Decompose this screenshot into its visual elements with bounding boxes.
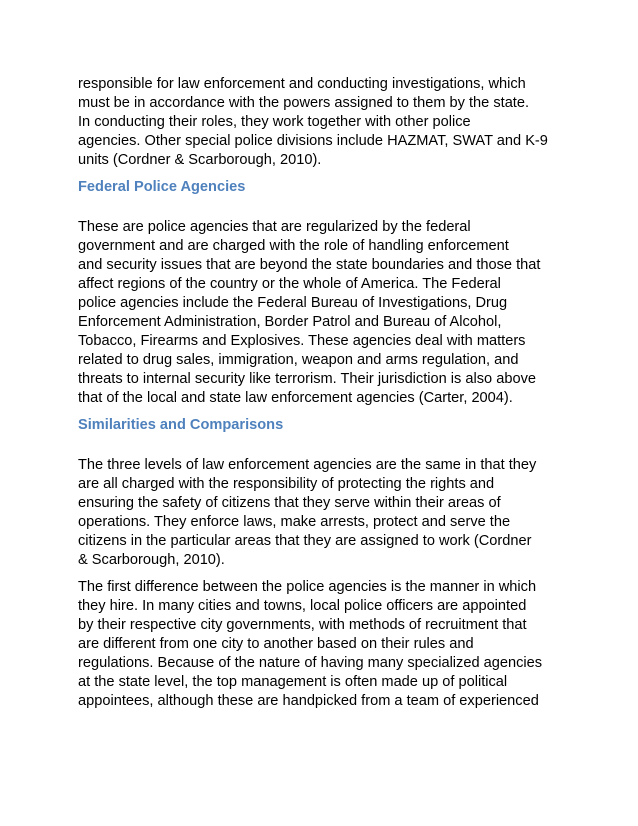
text-line: ensuring the safety of citizens that they serve within their areas of [78,495,501,511]
text-line: These are police agencies that are regularized by the federal [78,219,471,235]
paragraph-similarities [78,456,568,570]
text-line: must be in accordance with the powers assigned to them by the state. [78,95,530,111]
text-line: government and are charged with the role of handling enforcement [78,238,509,254]
text-line: police agencies include the Federal Bureau of Investigations, Drug [78,295,508,311]
text-line: Tobacco, Firearms and Explosives. These agencies deal with matters [78,333,526,349]
text-line: regulations. Because of the nature of having many specialized agencies [78,655,543,671]
text-line: appointees, although these are handpicked from a team of experienced [78,693,539,709]
document-page [78,75,568,711]
text-line: are all charged with the responsibility of protecting the rights and [78,476,495,492]
text-line: agencies. Other special police divisions include HAZMAT, SWAT and K-9 [78,133,548,149]
text-line: and security issues that are beyond the state boundaries and those that [78,257,541,273]
heading-similarities-and-comparisons: Similarities and Comparisons [78,417,284,433]
paragraph-federal-agencies [78,218,568,408]
text-line: related to drug sales, immigration, weapon and arms regulation, and [78,352,519,368]
text-line: threats to internal security like terrorism. Their jurisdiction is also above [78,371,536,387]
text-line: The first difference between the police agencies is the manner in which [78,579,537,595]
paragraph-differences [78,578,568,711]
text-line: units (Cordner & Scarborough, 2010). [78,152,322,168]
text-line: affect regions of the country or the whole of America. The Federal [78,276,501,292]
text-line: by their respective city governments, with methods of recruitment that [78,617,527,633]
text-line: In conducting their roles, they work together with other police [78,114,471,130]
text-line: & Scarborough, 2010). [78,552,225,568]
text-line: that of the local and state law enforcement agencies (Carter, 2004). [78,390,513,406]
paragraph-state-police-continued [78,75,568,170]
text-line: they hire. In many cities and towns, local police officers are appointed [78,598,527,614]
text-line: are different from one city to another based on their rules and [78,636,474,652]
text-line: citizens in the particular areas that they are assigned to work (Cordner [78,533,532,549]
text-line: Enforcement Administration, Border Patrol and Bureau of Alcohol, [78,314,502,330]
text-line: at the state level, the top management is often made up of political [78,674,508,690]
text-line: responsible for law enforcement and conducting investigations, which [78,76,526,92]
heading-federal-police-agencies: Federal Police Agencies [78,179,246,195]
text-line: operations. They enforce laws, make arrests, protect and serve the [78,514,511,530]
text-line: The three levels of law enforcement agencies are the same in that they [78,457,537,473]
